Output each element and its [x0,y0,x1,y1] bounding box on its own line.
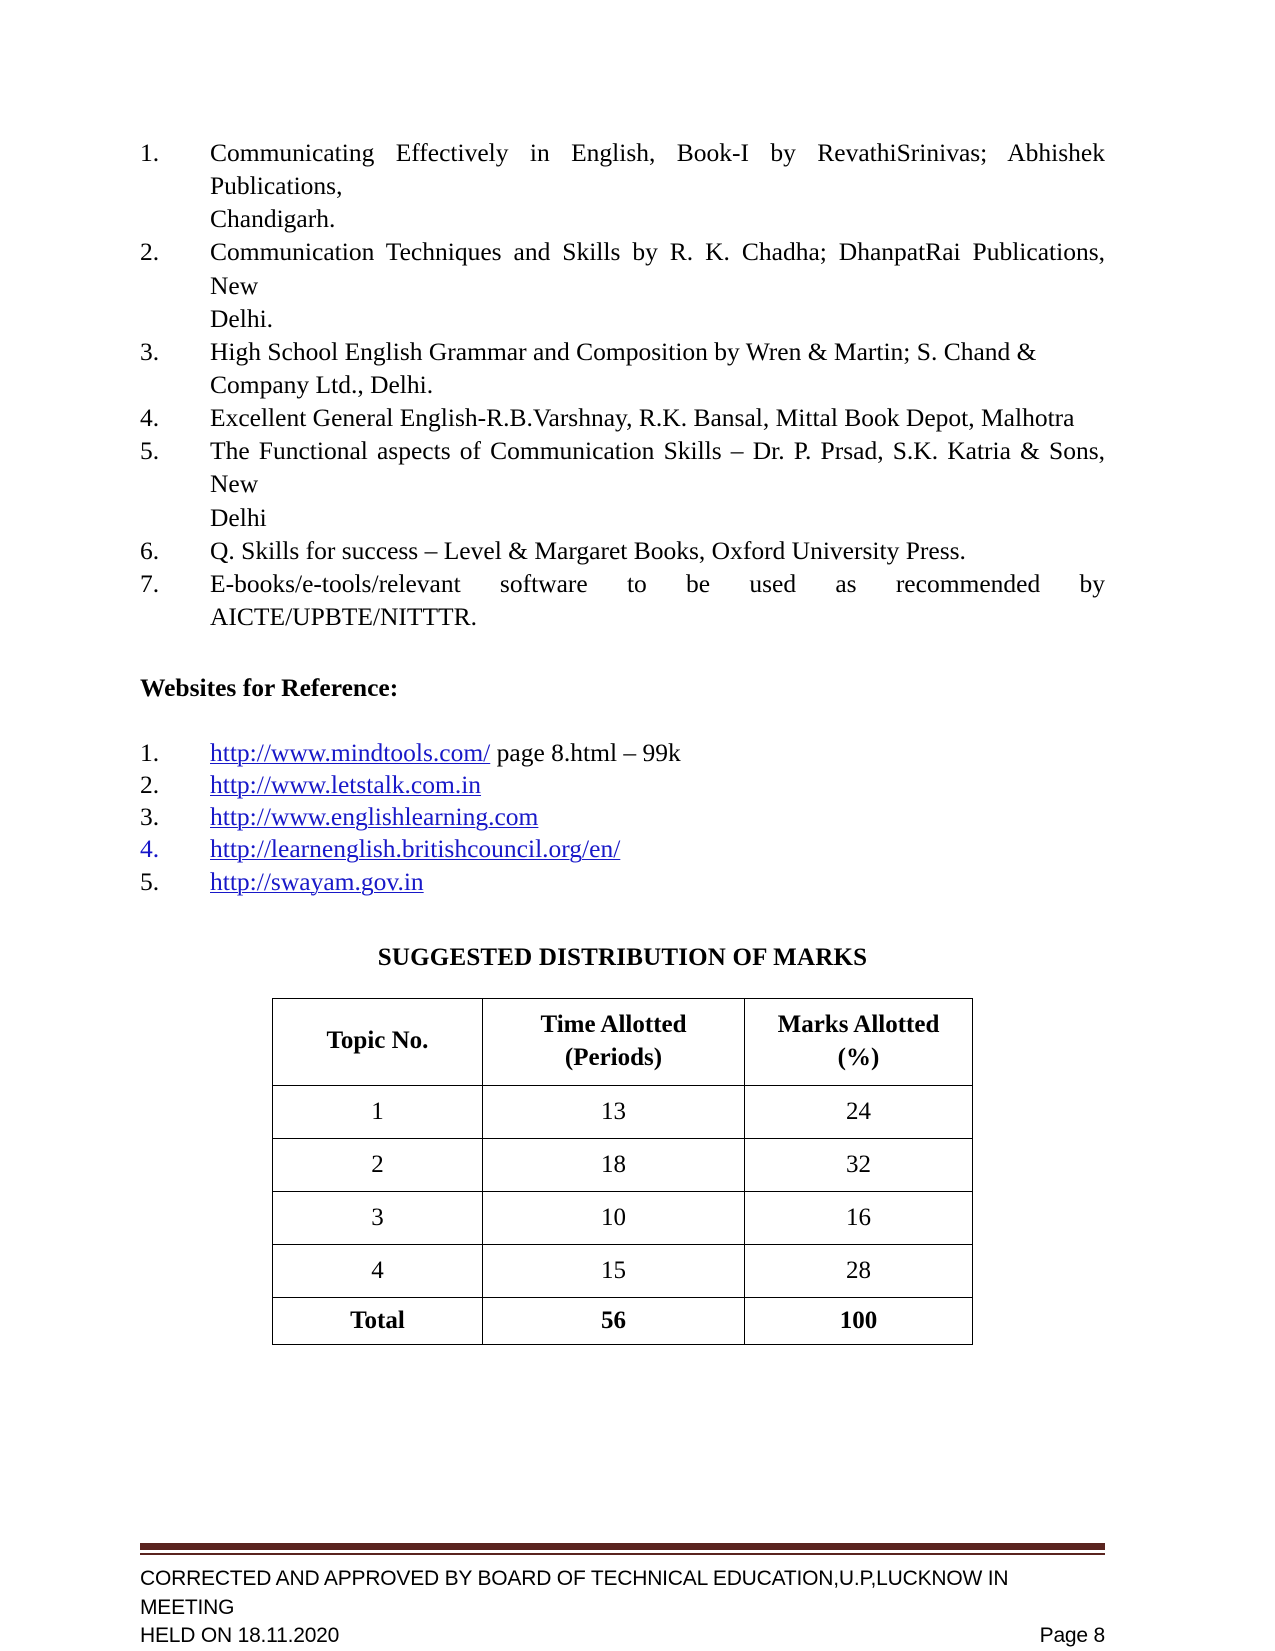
column-header-marks [745,998,973,1085]
list-number: 4. [140,403,160,433]
table-header-row [273,998,973,1085]
website-link-suffix: page 8.html – 99k [490,738,681,768]
list-item [140,567,1105,633]
footer-line-1: CORRECTED AND APPROVED BY BOARD OF TECHNICAL EDUCATION,U.P,LUCKNOW IN MEETING [140,1567,1009,1619]
table-row [273,1191,973,1244]
list-text [210,567,1105,633]
cell-time: 13 [483,1085,745,1138]
table-header [273,998,973,1085]
cell-marks: 28 [745,1244,973,1297]
list-text: Excellent General English-R.B.Varshnay, R.K. Bansal, Mittal Book Depot, Malhotra [210,403,1075,433]
list-number: 2. [140,237,160,267]
list-number: 7. [140,568,160,598]
list-number: 1. [140,738,160,768]
list-number: 4. [140,834,160,864]
list-text [210,833,620,865]
page-footer [140,1543,1105,1651]
cell-topic: 2 [273,1138,483,1191]
page-content [140,136,1105,1345]
column-header-time-line1: Time Allotted [540,1011,687,1039]
list-number: 3. [140,802,160,832]
list-text-line: Communicating Effectively in English, Book-I by RevathiSrinivas; Abhishek Publications, [210,138,1105,201]
cell-marks: 24 [745,1085,973,1138]
footer-divider-thick [140,1543,1105,1550]
website-reference-list [140,737,1105,898]
list-text [210,335,1105,401]
table-total-row [273,1297,973,1344]
cell-time: 18 [483,1138,745,1191]
table-body [273,1085,973,1344]
list-item [140,401,1105,434]
column-header-topic [273,998,483,1085]
cell-topic: 1 [273,1085,483,1138]
marks-distribution-table [272,998,973,1345]
table-title: SUGGESTED DISTRIBUTION OF MARKS [377,943,868,971]
website-link[interactable]: http://www.englishlearning.com [210,802,539,832]
footer-line-2 [140,1622,1105,1651]
website-link[interactable]: http://www.letstalk.com.in [210,770,482,800]
page-number: Page 8 [1039,1624,1105,1648]
websites-section-heading: Websites for Reference: [140,673,399,703]
list-text [210,769,481,801]
cell-total-label: Total [273,1297,483,1344]
list-text-line: Delhi. [210,303,274,333]
book-reference-list [140,136,1105,633]
table-row [273,1085,973,1138]
cell-topic: 4 [273,1244,483,1297]
table-row [273,1244,973,1297]
column-header-time-line2: (Periods) [564,1043,663,1071]
column-header-time [483,998,745,1085]
list-text [210,737,681,769]
list-item [140,801,1105,833]
list-text [210,866,424,898]
cell-topic: 3 [273,1191,483,1244]
list-item [140,737,1105,769]
list-number: 3. [140,336,160,366]
list-item [140,769,1105,801]
column-header-marks-line1: Marks Allotted [777,1011,940,1039]
list-number: 1. [140,138,160,167]
footer-meeting-date: HELD ON 18.11.2020 [140,1624,340,1648]
list-number: 2. [140,770,160,800]
website-link[interactable]: http://learnenglish.britishcouncil.org/en/ [210,834,621,864]
list-text-line: Communication Techniques and Skills by R. K. Chadha; DhanpatRai Publications, New [210,237,1105,300]
list-item [140,866,1105,898]
list-text-line: The Functional aspects of Communication Skills – Dr. P. Prsad, S.K. Katria & Sons, New [210,436,1105,499]
cell-total-marks: 100 [745,1297,973,1344]
list-item [140,434,1105,533]
list-text: Q. Skills for success – Level & Margaret Books, Oxford University Press. [210,535,966,565]
table-row [273,1138,973,1191]
cell-marks: 16 [745,1191,973,1244]
list-item [140,335,1105,401]
footer-text [140,1565,1105,1651]
list-number: 5. [140,866,160,896]
list-item [140,534,1105,567]
cell-time: 15 [483,1244,745,1297]
list-text [210,235,1105,334]
list-text [210,801,538,833]
list-item [140,136,1105,235]
cell-marks: 32 [745,1138,973,1191]
list-text-line: E-books/e-tools/relevant software to be used as recommended by [210,568,1105,598]
column-header-marks-line2: (%) [837,1043,880,1071]
column-header-topic-line1: Topic No. [326,1027,429,1055]
list-item [140,235,1105,334]
list-text [210,136,1105,235]
list-text-line: Chandigarh. [210,204,336,234]
list-number: 5. [140,436,160,466]
cell-total-time: 56 [483,1297,745,1344]
list-number: 6. [140,535,160,565]
list-text-line: AICTE/UPBTE/NITTTR. [210,601,478,631]
cell-time: 10 [483,1191,745,1244]
list-text-line: High School English Grammar and Composition by Wren & Martin; S. Chand & [210,336,1037,366]
list-text-line: Company Ltd., Delhi. [210,369,434,399]
list-item [140,833,1105,865]
footer-divider-thin [140,1553,1105,1555]
website-link[interactable]: http://swayam.gov.in [210,866,424,896]
list-text [210,434,1105,533]
list-text-line: Delhi [210,502,267,532]
website-link[interactable]: http://www.mindtools.com/ [210,738,491,768]
